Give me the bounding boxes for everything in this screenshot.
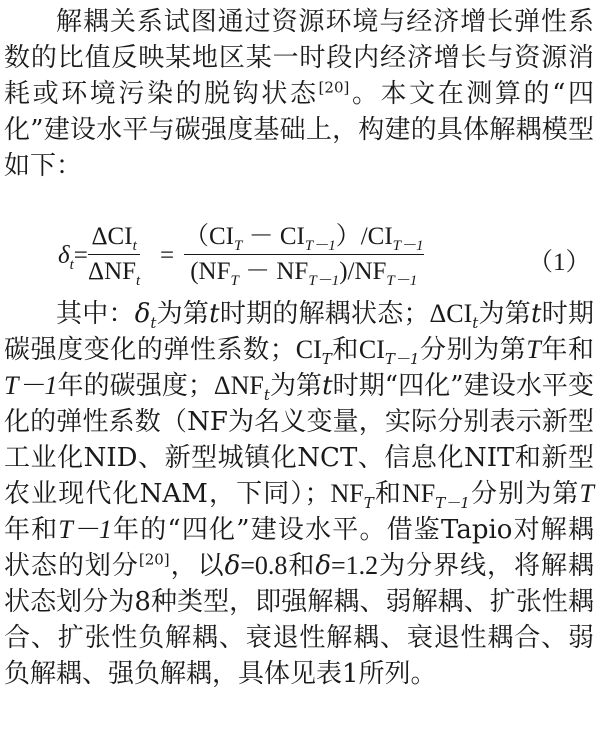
fraction-numerator: $\Delta CI_t$ (91, 223, 137, 254)
equation-number: （1） (528, 249, 591, 276)
equals-sign: = (73, 242, 88, 269)
ci-symbol: CI (295, 335, 322, 364)
equals-sign-2: = (160, 242, 175, 269)
citation-ref-20[interactable]: [20] (318, 78, 350, 97)
fraction-bar-2 (184, 254, 424, 255)
intro-text-2: 。本文在测算的“四化”建设水平与碳强度基础上，构建的具体解耦模型如下： (4, 79, 594, 181)
fraction-denominator: $\Delta NF_t$ (88, 258, 141, 289)
delta-subscript: t (69, 257, 74, 273)
delta-symbol: δ (134, 299, 151, 329)
nf-symbol: NF (330, 479, 364, 508)
fraction-bar (88, 254, 140, 255)
paragraph-definitions: 其中：$\delta_t$为第t时期的解耦状态；$\Delta CI_t$为第t时期碳强度变化的弹性系数；$CI_T$和$CI_{T-1}$分别为第T年和T－1年的碳强度；$\Delta NF_t$为第t时期“四化”建设水平变化的弹性系数（NF为名义变量，实际分别表示新型工业化NID、新型城镇化NCT、信息化NIT和新型农业现代化NAM，下同）；$NF_T$和$NF_{T-1}$分别为第T年和T－1年的“四化”建设水平。借鉴Tapio对解耦状态的划分[20]，以δ=0.8和δ=1.2为分界线，将解耦状态划分为8种类型，即强解耦、弱解耦、扩张性耦合、扩张性负解耦、衰退性解耦、衰退性耦合、弱负解耦、强负解耦，具体见表1所列。 (4, 299, 594, 689)
decoupling-equation (0, 218, 600, 294)
equation-lhs (58, 242, 88, 273)
intro-text-1: 解耦关系试图通过资源环境与经济增长弹性系数的比值反映某地区某一时段内经济增长与资源消耗或环境污染的脱钩状态 (4, 7, 594, 109)
delta-nf-symbol: ΔNF (213, 371, 264, 400)
expanded-numerator: $(CI_T - CI_{T-1})/CI_{T-1}$ (184, 223, 424, 254)
expanded-denominator: $(NF_T - NF_{T-1})/NF_{T-1}$ (190, 258, 418, 289)
delta-symbol: δ (58, 242, 70, 269)
paragraph-intro (4, 4, 594, 184)
expanded-fraction (184, 222, 424, 287)
citation-ref-20-b[interactable]: [20] (138, 550, 170, 569)
elasticity-ratio-fraction (88, 222, 140, 287)
delta-ci-symbol: ΔCI (429, 299, 473, 328)
